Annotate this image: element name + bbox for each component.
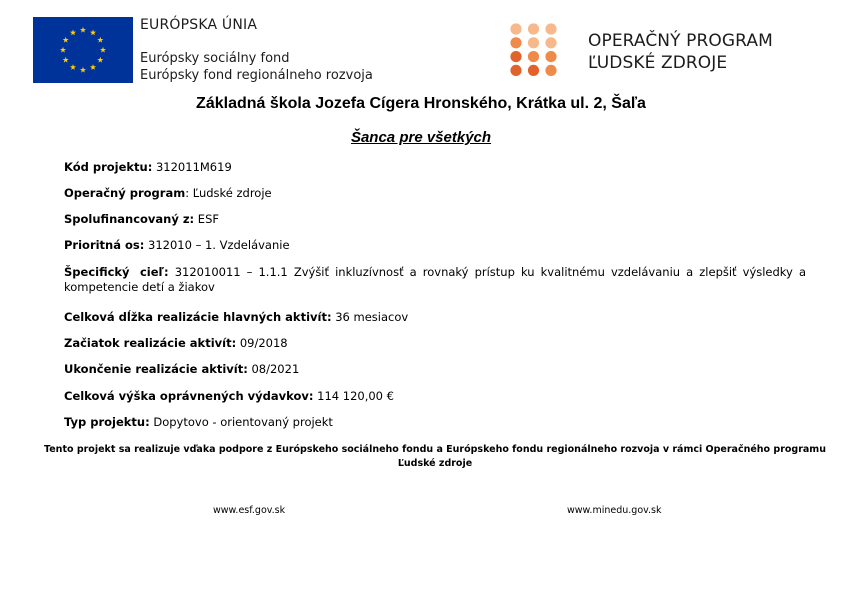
info-amount-label: Celková výška oprávnených výdavkov: [64,389,314,403]
info-specific-goal-label: Špecifický cieľ: [64,265,169,279]
info-cofinanced-value: ESF [194,212,219,226]
info-project-type-value: Dopytovo - orientovaný projekt [149,415,333,429]
info-project-code-value: 312011M619 [152,160,232,174]
minedu-link[interactable]: www.minedu.gov.sk [567,505,662,516]
info-project-code [64,160,806,175]
op-dot-icon [528,65,539,76]
info-project-type [64,415,806,430]
info-duration-value: 36 mesiacov [331,310,409,324]
op-title-line2: ĽUDSKÉ ZDROJE [588,53,728,73]
info-cofinanced [64,212,806,227]
op-dot-icon [510,37,521,48]
op-dot-icon [545,23,556,34]
info-start [64,336,806,351]
eu-text-block [140,16,373,84]
info-end-value: 08/2021 [247,362,300,376]
info-duration [64,310,806,325]
info-priority-axis [64,238,806,253]
info-operational-program-label: Operačný program [64,186,186,200]
op-dot-icon [510,65,521,76]
eu-esf-line: Európsky sociálny fond [140,51,290,66]
info-amount-value: 114 120,00 € [313,389,394,403]
info-priority-axis-label: Prioritná os: [64,238,145,252]
op-dot-icon [545,51,556,62]
op-dot-icon [510,23,521,34]
op-dot-icon [545,37,556,48]
op-text-block [588,30,773,74]
project-name: Šanca pre všetkých [350,129,492,146]
info-operational-program [64,186,806,201]
op-dot-icon [528,37,539,48]
info-project-type-label: Typ projektu: [64,415,150,429]
eu-erdf-line: Európsky fond regionálneho rozvoja [140,68,373,83]
info-priority-axis-value: 312010 – 1. Vzdelávanie [144,238,290,252]
funding-note: Tento projekt sa realizuje vďaka podpore z Európskeho sociálneho fondu a Európskeho fondu regionálneho rozvoja v rámci Operačného programu Ľudské zdroje [44,444,826,469]
op-dot-icon [528,23,539,34]
info-specific-goal [64,265,806,295]
op-title-line1: OPERAČNÝ PROGRAM [588,31,773,51]
info-end [64,362,806,377]
info-operational-program-value: : Ľudské zdroje [185,186,272,200]
esf-link[interactable]: www.esf.gov.sk [213,505,286,516]
op-dot-icon [545,65,556,76]
info-amount [64,389,806,404]
eu-title: EURÓPSKA ÚNIA [140,17,258,33]
info-cofinanced-label: Spolufinancovaný z: [64,212,195,226]
info-start-value: 09/2018 [236,336,288,350]
info-duration-label: Celková dĺžka realizácie hlavných aktivít: [64,310,332,324]
info-end-label: Ukončenie realizácie aktivít: [64,362,248,376]
op-dot-icon [528,51,539,62]
op-dot-icon [510,51,521,62]
op-dots-group [510,23,556,76]
info-specific-goal-value: 312010011 – 1.1.1 Zvýšiť inkluzívnosť a rovnaký prístup ku kvalitnému vzdelávaniu a zlepšiť výsledky a kompetencie detí a žiakov [64,265,806,294]
info-project-code-label: Kód projektu: [64,160,153,174]
op-dots-logo [509,22,565,78]
info-start-label: Začiatok realizácie aktivít: [64,336,237,350]
school-title: Základná škola Jozefa Cígera Hronského, Krátka ul. 2, Šaľa [196,95,646,112]
eu-flag-logo [33,17,133,83]
